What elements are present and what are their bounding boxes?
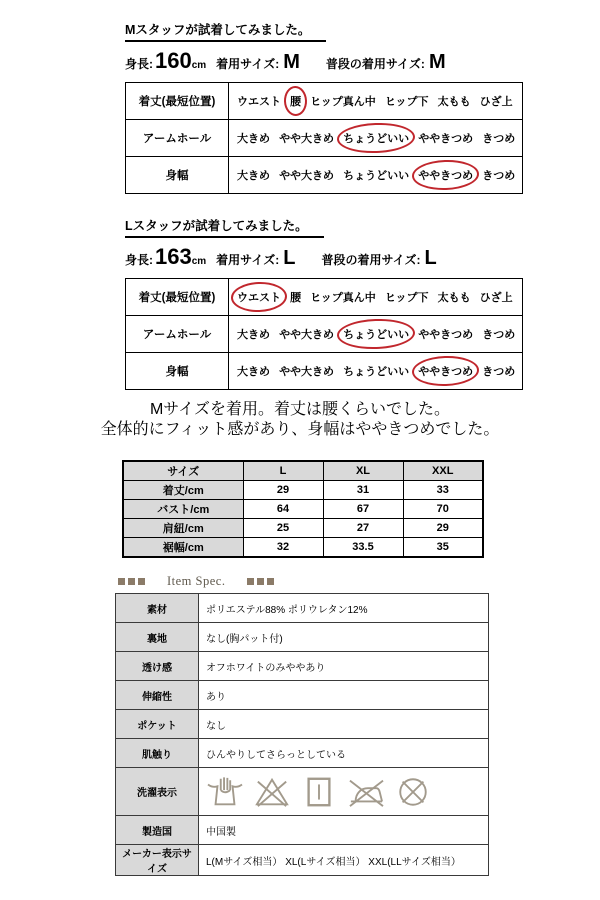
fit-row-width: [126, 157, 523, 194]
fit-row-label: 身幅: [126, 157, 229, 194]
spec-label: 裏地: [116, 623, 199, 652]
fit-row-armhole: [126, 316, 523, 353]
spec-value: なし(胸パット付): [199, 623, 489, 652]
fit-option: ややきつめ: [418, 329, 474, 341]
wear-size-label: 着用サイズ:: [216, 57, 280, 71]
fit-option: ひざ上: [479, 96, 513, 108]
size-table-row: [123, 538, 483, 558]
size-value: 70: [403, 500, 483, 519]
staff-comment: [0, 400, 600, 440]
fit-option: ひざ上: [479, 292, 513, 304]
size-value: 31: [323, 481, 403, 500]
height-value: 163: [155, 244, 192, 269]
fit-row-length: [126, 83, 523, 120]
fit-row-label: アームホール: [126, 316, 229, 353]
fit-row-armhole: [126, 120, 523, 157]
spec-value: なし: [199, 710, 489, 739]
spec-label: 透け感: [116, 652, 199, 681]
spec-row: [116, 594, 489, 623]
fit-option: 大きめ: [237, 133, 270, 145]
fit-row-length: [126, 279, 523, 316]
usual-size-value: L: [424, 247, 437, 269]
fit-option: きつめ: [482, 133, 516, 145]
fit-section-m: [125, 20, 600, 194]
size-value: 67: [323, 500, 403, 519]
fit-row-label: アームホール: [126, 120, 229, 157]
fit-option: 大きめ: [237, 329, 270, 341]
size-table-header: XXL: [403, 461, 483, 481]
wear-size-value: M: [283, 51, 300, 73]
drip-dry-icon: [300, 775, 338, 809]
fit-option: 太もも: [437, 292, 471, 304]
size-table-header: XL: [323, 461, 403, 481]
fit-option: 大きめ: [237, 170, 270, 182]
item-spec-table: [115, 593, 489, 876]
spec-row: [116, 623, 489, 652]
fit-row-label: 身幅: [126, 353, 229, 390]
size-value: 27: [323, 519, 403, 538]
spec-row-care-symbols: [116, 768, 489, 816]
size-table-header: L: [243, 461, 323, 481]
size-row-label: 裾幅/cm: [123, 538, 243, 558]
size-table-row: [123, 481, 483, 500]
fit-option: ヒップ真ん中: [310, 96, 376, 108]
fit-option: やや大きめ: [279, 366, 335, 378]
size-table-row: [123, 519, 483, 538]
usual-size-value: M: [428, 51, 446, 73]
decor-squares-icon: [118, 578, 145, 585]
fit-row-label: 着丈(最短位置): [126, 279, 229, 316]
usual-size-label: 普段の着用サイズ:: [325, 57, 425, 71]
fit-option: きつめ: [482, 170, 516, 182]
spec-value: あり: [199, 681, 489, 710]
spec-label: 伸縮性: [116, 681, 199, 710]
size-value: 29: [403, 519, 483, 538]
height-value: 160: [155, 48, 192, 73]
fit-section-l: [125, 216, 600, 390]
size-value: 33.5: [323, 538, 403, 558]
do-not-dry-clean-icon: [394, 775, 432, 809]
size-table-row: [123, 500, 483, 519]
height-unit: cm: [191, 256, 207, 267]
spec-value: L(Mサイズ相当） XL(Lサイズ相当） XXL(LLサイズ相当）: [199, 845, 489, 876]
spec-value: ポリエステル88% ポリウレタン12%: [199, 594, 489, 623]
spec-row: [116, 816, 489, 845]
size-row-label: 着丈/cm: [123, 481, 243, 500]
size-value: 32: [243, 538, 323, 558]
spec-value: オフホワイトのみややあり: [199, 652, 489, 681]
fit-option: ややきつめ: [418, 167, 473, 183]
spec-row: [116, 845, 489, 876]
spec-value: ひんやりしてさらっとしている: [199, 739, 489, 768]
fit-option: ヒップ真ん中: [310, 292, 376, 304]
fit-stats: [125, 50, 600, 72]
height-label: 身長:: [125, 57, 153, 71]
size-value: 29: [243, 481, 323, 500]
spec-row: [116, 652, 489, 681]
size-row-label: 肩紐/cm: [123, 519, 243, 538]
hand-wash-icon: [206, 775, 244, 809]
fit-option: やや大きめ: [279, 170, 335, 182]
usual-size-label: 普段の着用サイズ:: [321, 253, 421, 267]
care-symbols: [206, 775, 481, 809]
spec-label: 製造国: [116, 816, 199, 845]
staff-comment-line: 全体的にフィット感があり、身幅はややきつめでした。: [100, 421, 500, 438]
size-table: [122, 460, 484, 558]
fit-option: ちょうどいい: [343, 130, 409, 146]
size-table-header-row: [123, 461, 483, 481]
spec-row: [116, 681, 489, 710]
do-not-iron-icon: [347, 775, 385, 809]
fit-option: ちょうどいい: [343, 170, 410, 182]
wear-size-value: L: [283, 247, 296, 269]
size-value: 25: [243, 519, 323, 538]
do-not-bleach-icon: [253, 775, 291, 809]
spec-label: 肌触り: [116, 739, 199, 768]
fit-section-heading: Lスタッフが試着してみました。: [125, 216, 324, 238]
fit-option: きつめ: [482, 329, 516, 341]
fit-option: ややきつめ: [418, 363, 473, 379]
fit-option: 大きめ: [237, 366, 270, 378]
fit-option: 腰: [290, 292, 302, 304]
fit-stats: [125, 246, 600, 268]
spec-label: メーカー表示サイズ: [116, 845, 199, 876]
fit-section-heading: Mスタッフが試着してみました。: [125, 20, 326, 42]
height-label: 身長:: [125, 253, 153, 267]
fit-option: ウエスト: [237, 96, 281, 108]
spec-row: [116, 739, 489, 768]
fit-row-width: [126, 353, 523, 390]
fit-row-label: 着丈(最短位置): [126, 83, 229, 120]
fit-option: やや大きめ: [279, 133, 335, 145]
fit-option: やや大きめ: [279, 329, 335, 341]
fit-option: 太もも: [437, 96, 471, 108]
spec-row: [116, 710, 489, 739]
item-spec-header: [118, 574, 600, 589]
height-unit: cm: [191, 60, 207, 71]
fit-option: ウエスト: [237, 289, 281, 305]
item-spec-title: Item Spec.: [167, 574, 226, 588]
size-row-label: バスト/cm: [123, 500, 243, 519]
fit-option: ちょうどいい: [343, 366, 410, 378]
size-value: 64: [243, 500, 323, 519]
staff-comment-line: Mサイズを着用。着丈は腰くらいでした。: [149, 401, 451, 418]
fit-option: ややきつめ: [418, 133, 474, 145]
fit-option: ヒップ下: [384, 292, 429, 304]
size-table-header: サイズ: [123, 461, 243, 481]
size-value: 33: [403, 481, 483, 500]
fit-table: [125, 82, 523, 194]
fit-option: ヒップ下: [384, 96, 429, 108]
wear-size-label: 着用サイズ:: [216, 253, 280, 267]
spec-label: 素材: [116, 594, 199, 623]
fit-table: [125, 278, 523, 390]
decor-squares-icon: [247, 578, 274, 585]
fit-option: 腰: [290, 93, 301, 109]
spec-label: 洗濯表示: [116, 768, 199, 816]
fit-option: きつめ: [482, 366, 516, 378]
spec-value: 中国製: [199, 816, 489, 845]
fit-option: ちょうどいい: [343, 326, 409, 342]
spec-label: ポケット: [116, 710, 199, 739]
size-value: 35: [403, 538, 483, 558]
